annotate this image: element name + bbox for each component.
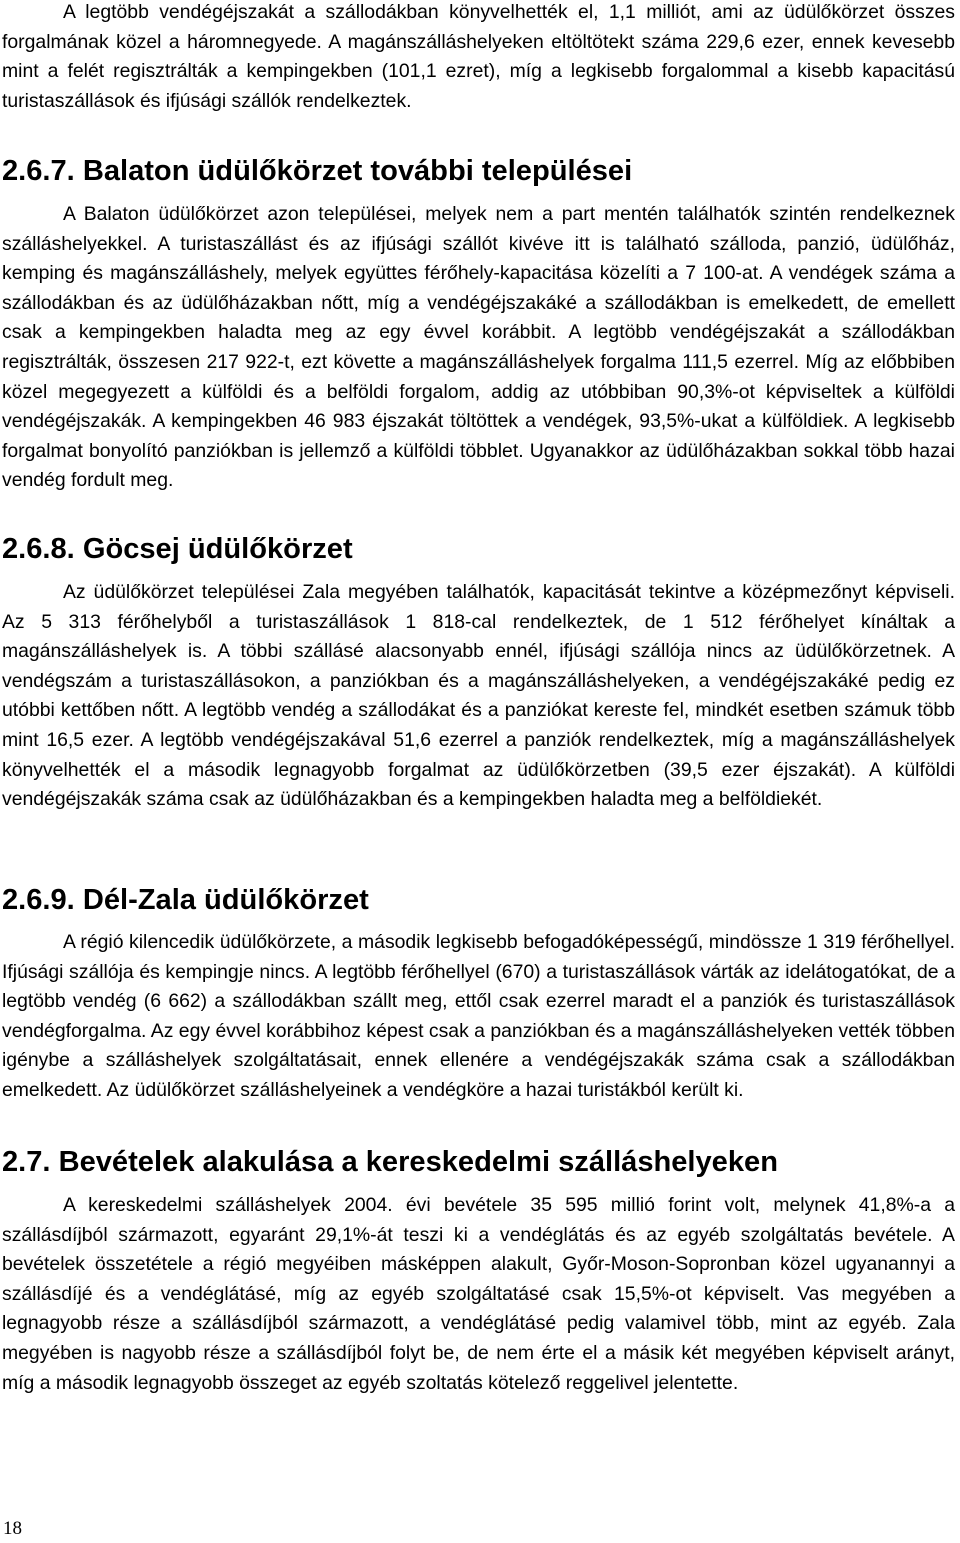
heading-revenue: 2.7. Bevételek alakulása a kereskedelmi szálláshelyeken	[2, 1146, 778, 1178]
paragraph-revenue: A kereskedelmi szálláshelyek 2004. évi bevétele 35 595 millió forint volt, melynek 41,8%-a a szállásdíjból származott, egyaránt 29,1%-át teszi ki a vendéglátás és az egyéb szolgáltatás bevétele. A bevételek összetétele a régió megyéiben másképpen alakult, Győr-Moson-Sopronban közel ugyanannyi a szállásdíjé és a vendéglátásé, míg az egyéb szolgáltatásé csak 15,5%-ot képviselt. Vas megyében a legnagyobb része a szállásdíjból származott, a vendéglátásé pedig valamivel több, mint az egyéb. Zala megyében is nagyobb része a szállásdíjból folyt be, de nem érte el a másik két megyében képviselt arányt, míg a második legnagyobb összeget az egyéb szoltatás kötelező reggelivel jelentette.	[2, 1194, 955, 1394]
paragraph-del-zala: A régió kilencedik üdülőkörzete, a második legkisebb befogadóképességű, mindössze 1 319 férőhellyel. Ifjúsági szállója és kempingje nincs. A legtöbb férőhellyel (670) a turistaszállások várták az idelátogatókat, de a legtöbb vendég (6 662) a szállodákban szállt meg, ettől csak ezerrel maradt el a panziók és turistaszállások vendégforgalma. Az egy évvel korábbihoz képest csak a panziókban és a magánszálláshelyeken vették többen igénybe a szálláshelyek szolgáltatásait, ennek ellenére a vendégéjszakák száma csak a szállodákban emelkedett. Az üdülőkörzet szálláshelyeinek a vendégköre a hazai turistákból került ki.	[2, 931, 955, 1101]
heading-balaton-settlements: 2.6.7. Balaton üdülőkörzet további települései	[2, 155, 633, 187]
paragraph-gocsej: Az üdülőkörzet települései Zala megyében találhatók, kapacitását tekintve a középmezőnyt képviseli. Az 5 313 férőhelyből a turistaszállások 1 818-cal rendelkeztek, de 1 512 férőhelyet kínáltak a magánszálláshelyek is. A többi szállásé alacsonyabb ennél, ifjúsági szállója nincs az üdülőkörzetnek. A vendégszám a turistaszállásokon, a panziókban és a magánszálláshelyeken, a vendégéjszakáké pedig ez utóbbi kettőben nőtt. A legtöbb vendég a szállodákat és a panziókat kereste fel, mindkét esetben számuk több mint 16,5 ezer. A legtöbb vendégéjszakával 51,6 ezerrel a panziók rendelkeztek, míg a magánszálláshelyek könyvelhették el a második legnagyobb forgalmat az üdülőkörzetben (39,5 ezer éjszakát). A külföldi vendégéjszakák száma csak az üdülőházakban és a kempingekben haladta meg a belföldiekét.	[2, 581, 955, 811]
heading-del-zala: 2.6.9. Dél-Zala üdülőkörzet	[2, 884, 369, 916]
paragraph-intro: A legtöbb vendégéjszakát a szállodákban könyvelhették el, 1,1 milliót, ami az üdülőkörzet összes forgalmának közel a háromnegyede. A magánszálláshelyeken eltöltötekt száma 229,6 ezer, ennek kevesebb mint a felét regisztrálták a kempingekben (101,1 ezret), míg a legkisebb forgalommal a kisebb kapacitású turistaszállások és ifjúsági szállók rendelkeztek.	[2, 1, 955, 112]
page-number: 18	[3, 1518, 22, 1539]
paragraph-balaton: A Balaton üdülőkörzet azon települései, melyek nem a part mentén találhatók szintén rendelkeznek szálláshelyekkel. A turistaszállást és az ifjúsági szállót kivéve itt is található szálloda, panzió, üdülőház, kemping és magánszálláshely, melyek együttes férőhely-kapacitása közelíti a 7 100-at. A vendégek száma a szállodákban és az üdülőházakban nőtt, míg a vendégéjszakáké a szállodákban is emelkedett, de emellett csak a kempingekben haladta meg az egy évvel korábbit. A legtöbb vendégéjszakát a szállodákban regisztrálták, összesen 217 922-t, ezt követte a magánszálláshelyek forgalma 111,5 ezerrel. Míg az előbbiben közel megegyezett a külföldi és a belföldi forgalom, addig az utóbbiban 90,3%-ot képviseltek a külföldi vendégéjszakák. A kempingekben 46 983 éjszakát töltöttek a vendégek, 93,5%-ukat a külföldiek. A legkisebb forgalmat bonyolító panziókban is jellemző a külföldi többlet. Ugyanakkor az üdülőházakban sokkal több hazai vendég fordult meg.	[2, 203, 955, 492]
heading-gocsej: 2.6.8. Göcsej üdülőkörzet	[2, 533, 353, 565]
